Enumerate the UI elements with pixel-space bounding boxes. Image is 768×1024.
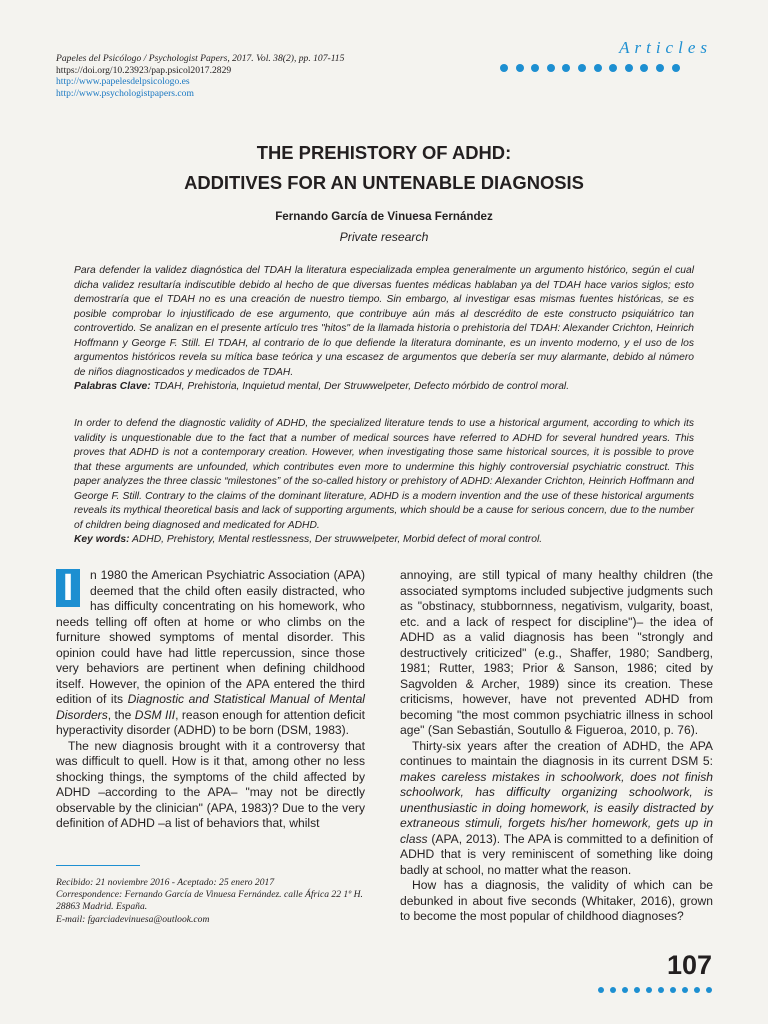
journal-citation: Papeles del Psicólogo / Psychologist Papers, 2017. Vol. 38(2), pp. 107-115: [56, 53, 345, 64]
abstract-spanish: [74, 264, 694, 395]
journal-url-es[interactable]: http://www.papelesdelpsicologo.es: [56, 76, 190, 88]
email[interactable]: E-mail: fgarciadevinuesa@outlook.com: [56, 913, 210, 925]
abstract-english: [74, 417, 694, 548]
body-column-left: [56, 568, 365, 832]
paragraph-5: How has a diagnosis, the validity of which can be debunked in about five seconds (Whitaker, 2016), grown to become the most popular of childhood diagnoses?: [400, 878, 713, 923]
keywords-es-label: Palabras Clave:: [74, 381, 151, 393]
paragraph-1: [56, 568, 365, 739]
author-affiliation: Private research: [339, 230, 429, 244]
dsm5-criteria: makes careless mistakes in schoolwork, does not finish schoolwork, has difficulty organizing schoolwork, is unenthusiastic in doing homework, is easily distracted by extraneous stimuli, forgets his/her homework, gets up in class: [400, 769, 713, 846]
keywords-en-label: Key words:: [74, 534, 130, 546]
dsm-iii: DSM III: [134, 707, 176, 722]
abstract-en-text: In order to defend the diagnostic validity of ADHD, the specialized literature tends to use a historical argument, according to which its validity is unquestionable due to the fact that a number of medical sources have referred to ADHD for several hundred years. This proves that ADHD is not a contemporary creation. However, when investigating those same historical sources, it is possible to prove that these arguments are unfounded, which contributes even more to undermine this highly controversial psychiatric construct. This paper analyzes the three classic “milestones” of the so-called history or prehistory of ADHD: Alexander Crichton, Heinrich Hoffmann and George F. Still. Contrary to the claims of the dominant literature, ADHD is a modern invention and the use of these historical arguments reveals its mythical theoretical basis and lack of supporting arguments, which should be a cause for serious concern, due to the number of children being diagnosed and medicated for ADHD.: [74, 418, 694, 531]
footnote: [56, 877, 376, 926]
correspondence: Correspondence: Fernando García de Vinuesa Fernández. calle África 22 1º H. 28863 Madrid. España.: [56, 889, 363, 913]
title-line-1: THE PREHISTORY OF ADHD:: [256, 142, 512, 163]
paragraph-1-text-b: , the: [107, 707, 135, 722]
doi-link[interactable]: https://doi.org/10.23923/pap.psicol2017.2829: [56, 64, 232, 76]
dsm-title: Diagnostic and Statistical Manual of Mental Disorders: [56, 692, 365, 722]
journal-header: [56, 53, 344, 99]
paragraph-1-text-c: , reason enough for attention deficit hyperactivity disorder (ADHD) to be born (DSM, 1983).: [56, 707, 365, 737]
decorative-dots-top: [500, 64, 680, 72]
paragraph-4: [400, 739, 713, 879]
received-dates: Recibido: 21 noviembre 2016 - Aceptado: 25 enero 2017: [56, 877, 275, 888]
paragraph-3: annoying, are still typical of many healthy children (the associated symptoms included subjective judgments such as "obstinacy, stubbornness, negativism, vulgarity, boast, etc. and a lack of respect for discipline")– the idea of ADHD as a valid diagnosis has been "strongly and destructively criticized" (e.g., Shaffer, 1980; Sandberg, 1981; Rutter, 1983; Prior & Sanson, 1986; cited by Sagvolden & Archer, 1989) since its creation. These criticisms, however, have not prevented ADHD from becoming "the most common psychiatric illness in school age" (San Sebastián, Soutullo & Figueroa, 2010, p. 76).: [400, 568, 713, 737]
paragraph-1-text: n 1980 the American Psychiatric Association (APA) deemed that the child often easily distracted, who has difficulty concentrating on his homework, who needs telling off often at home or who climbs on the furniture showed symptoms of mental disorder. This opinion could have had little repercussion, since those very behaviors are pertinent when defining childhood itself. However, the opinion of the APA entered the third edition of its: [56, 568, 365, 706]
article-title: [0, 138, 768, 198]
paragraph-4-text: Thirty-six years after the creation of ADHD, the APA continues to maintain the diagnosis in its current DSM 5:: [400, 738, 713, 768]
paragraph-2: The new diagnosis brought with it a controversy that was difficult to quell. How is it that, among other no less shocking things, the symptoms of the child affected by ADHD –according to the APA– "may not be directly observable by the clinician" (APA, 1983)? Due to the very definition of ADHD –a list of behaviors that, whilst: [56, 738, 365, 830]
paragraph-4-text-b: (APA, 2013). The APA is committed to a definition of ADHD that is very reminiscent of something like doing badly at school, no matter what the reason.: [400, 831, 713, 877]
body-column-right: [400, 568, 713, 925]
section-label: Articles: [619, 38, 712, 57]
keywords-en: ADHD, Prehistory, Mental restlessness, Der struwwelpeter, Morbid defect of moral control.: [132, 534, 543, 546]
footnote-rule: [56, 865, 140, 866]
page-number: 107: [666, 950, 712, 980]
title-line-2: ADDITIVES FOR AN UNTENABLE DIAGNOSIS: [184, 172, 584, 193]
author-name: Fernando García de Vinuesa Fernández: [275, 210, 493, 223]
abstract-es-text: Para defender la validez diagnóstica del TDAH la literatura especializada emplea generalmente un argumento histórico, según el cual dicha validez resultaría indiscutible debido al hecho de que diversas fuentes médicas hablaban ya del TDAH hace varios siglos; esto demostraría que el TDAH no es una creación de nuestro tiempo. Sin embargo, al investigar esas mismas fuentes históricas, se es posible comprobar lo injustificado de ese argumento, que contribuye aún más al descrédito de este constructo psiquiátrico tan controvertido. Se analizan en el presente artículo tres "hitos" de la llamada historia o prehistoria del TDAH: Alexander Crichton, Heinrich Hoffmann y George F. Still. El TDAH, al contrario de lo que defiende la literatura dominante, es un invento moderno, y el uso de los argumentos históricos revela su mítica base teórica y una escasez de argumentos que debería ser muy alarmante, debido al número de niños diagnosticados y medicados de TDAH.: [74, 265, 694, 378]
drop-cap: I: [56, 569, 80, 607]
keywords-es: TDAH, Prehistoria, Inquietud mental, Der Struwwelpeter, Defecto mórbido de control moral.: [153, 381, 570, 393]
journal-url-en[interactable]: http://www.psychologistpapers.com: [56, 87, 194, 99]
decorative-dots-bottom: [598, 987, 712, 993]
